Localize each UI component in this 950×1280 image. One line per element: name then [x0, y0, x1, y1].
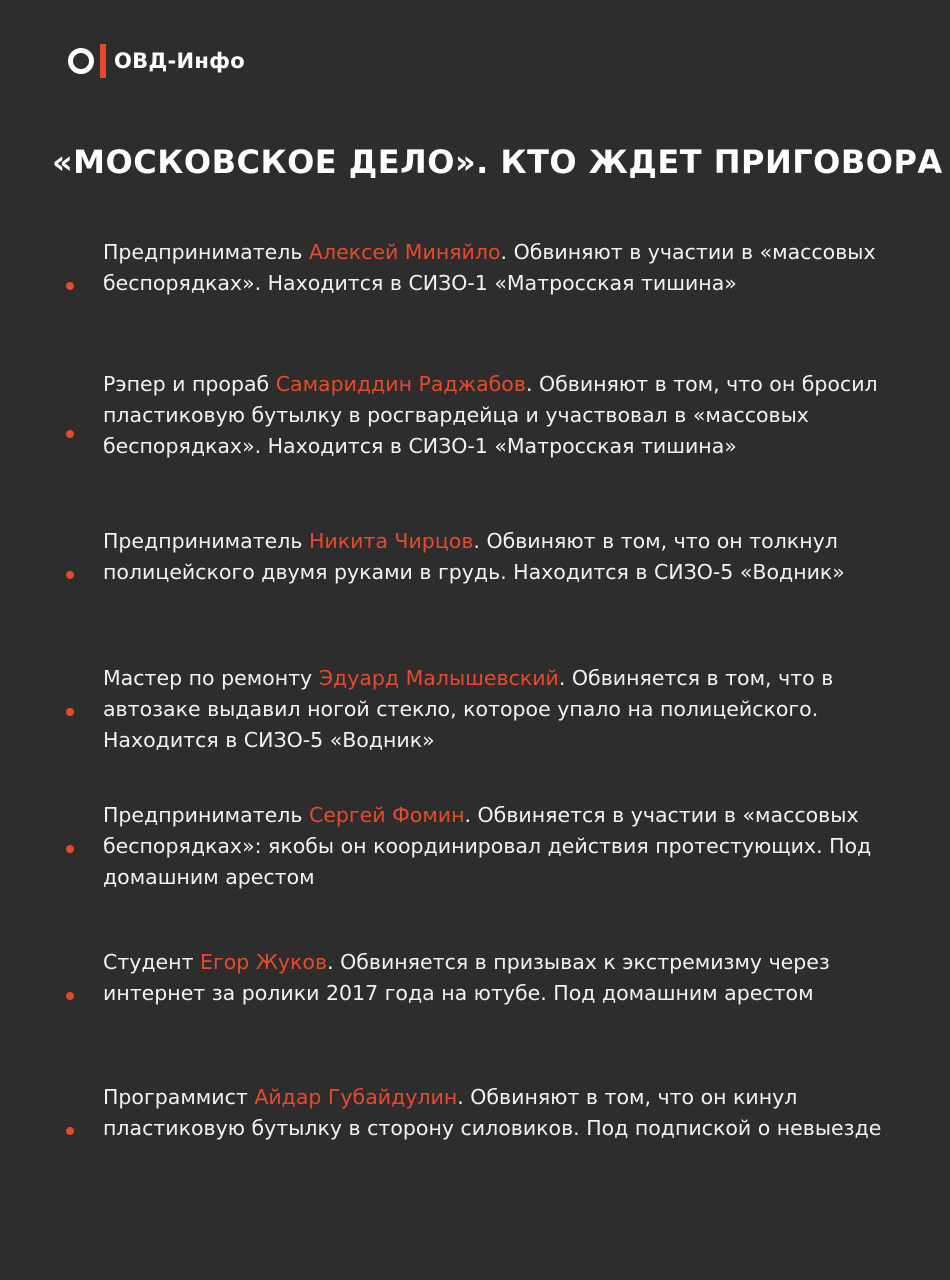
item-description: . Обвиняется в призывах к экстремизму через интернет за ролики 2017 года на ютубе. Под домашним арестом: [103, 950, 830, 1005]
logo: [68, 44, 245, 78]
bullet-icon: [66, 1127, 74, 1135]
item-occupation: Рэпер и прораб: [103, 372, 276, 396]
list-item: [103, 663, 883, 756]
item-description: . Обвиняется в участии в «массовых беспорядках»: якобы он координировал действия протестующих. Под домашним арестом: [103, 803, 872, 889]
bullet-icon: [66, 430, 74, 438]
bullet-icon: [66, 708, 74, 716]
item-description: . Обвиняют в том, что он кинул пластиковую бутылку в сторону силовиков. Под подпиской о невыезде: [103, 1085, 882, 1140]
item-occupation: Предприниматель: [103, 803, 309, 827]
item-occupation: Мастер по ремонту: [103, 666, 319, 690]
item-occupation: Предприниматель: [103, 529, 309, 553]
item-name: Эдуард Малышевский: [318, 666, 559, 690]
item-description: . Обвиняют в том, что он толкнул полицейского двумя руками в грудь. Находится в СИЗО-5 «Водник»: [103, 529, 845, 584]
logo-bar-icon: [100, 44, 106, 78]
item-occupation: Предприниматель: [103, 240, 309, 264]
list-item: [103, 947, 883, 1009]
bullet-icon: [66, 845, 74, 853]
list-item: [103, 526, 883, 588]
list-item: [103, 237, 883, 299]
item-name: Самариддин Раджабов: [275, 372, 526, 396]
bullet-icon: [66, 282, 74, 290]
bullet-icon: [66, 992, 74, 1000]
list-item: [103, 369, 883, 462]
list-item: [103, 800, 883, 893]
item-name: Сергей Фомин: [308, 803, 465, 827]
item-name: Алексей Миняйло: [308, 240, 501, 264]
list-item: [103, 1082, 883, 1144]
item-occupation: Студент: [103, 950, 201, 974]
item-occupation: Программист: [103, 1085, 255, 1109]
bullet-icon: [66, 571, 74, 579]
item-name: Егор Жуков: [200, 950, 328, 974]
logo-text: ОВД-Инфо: [114, 49, 246, 73]
item-description: . Обвиняют в том, что он бросил пластиковую бутылку в росгвардейца и участвовал в «массовых беспорядках». Находится в СИЗО-1 «Матросская тишина»: [103, 372, 878, 458]
logo-ring-icon: [68, 48, 94, 74]
page-title: «МОСКОВСКОЕ ДЕЛО». КТО ЖДЕТ ПРИГОВОРА: [52, 143, 943, 181]
item-name: Айдар Губайдулин: [254, 1085, 458, 1109]
item-description: . Обвиняется в том, что в автозаке выдавил ногой стекло, которое упало на полицейского. Находится в СИЗО-5 «Водник»: [103, 666, 834, 752]
item-description: . Обвиняют в участии в «массовых беспорядках». Находится в СИЗО-1 «Матросская тишина»: [103, 240, 876, 295]
item-name: Никита Чирцов: [308, 529, 474, 553]
